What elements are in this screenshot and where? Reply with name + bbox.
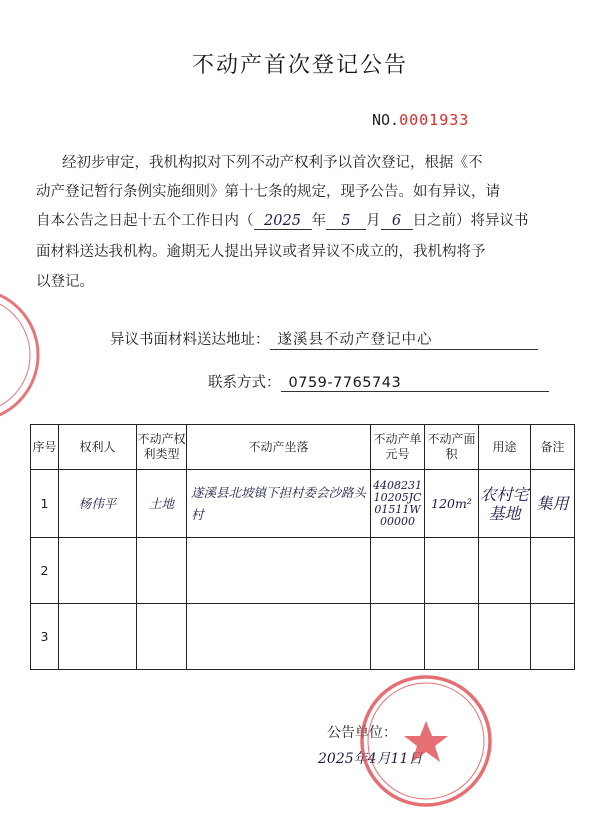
- contact-phone: 0759-7765743: [281, 375, 549, 392]
- header-right-type: 不动产权利类型: [137, 425, 187, 470]
- right-type: [137, 604, 187, 670]
- header-usage: 用途: [479, 425, 531, 470]
- property-location: [187, 604, 371, 670]
- registration-table: [30, 424, 575, 670]
- remark: 集用: [531, 470, 575, 538]
- notice-line-2: 动产登记暂行条例实施细则》第十七条的规定，现予公告。如有异议，请: [36, 184, 500, 200]
- table-row: [31, 538, 575, 604]
- rights-holder: 杨伟平: [59, 470, 137, 538]
- unit-number: [371, 604, 425, 670]
- contact: [208, 371, 549, 392]
- notice-line-3: [36, 209, 536, 230]
- property-location: [187, 538, 371, 604]
- partial-seal-left: [0, 285, 42, 425]
- header-remark: 备注: [531, 425, 575, 470]
- remark: [531, 604, 575, 670]
- right-type: [137, 538, 187, 604]
- table-row: [31, 604, 575, 670]
- document-number-digits: 0001933: [399, 111, 470, 129]
- objection-address-label: 异议书面材料送达地址：: [110, 332, 270, 348]
- property-area: [425, 604, 479, 670]
- page-title: 不动产首次登记公告: [191, 53, 408, 78]
- issue-date: 2025年4月11日: [318, 751, 423, 767]
- rights-holder: [59, 538, 137, 604]
- header-location: 不动产坐落: [187, 425, 371, 470]
- header-no: 序号: [31, 425, 59, 470]
- notice-line-3-start: 自本公告之日起十五个工作日内（: [36, 213, 254, 229]
- row-no: 2: [31, 538, 59, 604]
- table-header-row: [31, 425, 575, 470]
- property-area: 120m²: [425, 470, 479, 538]
- objection-address: [110, 328, 538, 350]
- row-no: 1: [31, 470, 59, 538]
- document-number: [372, 111, 469, 129]
- header-holder: 权利人: [59, 425, 137, 470]
- notice-line-3-end: 日之前）将异议书: [412, 213, 529, 229]
- deadline-month: 5: [326, 213, 366, 230]
- header-unit-no: 不动产单元号: [371, 425, 425, 470]
- property-area: [425, 538, 479, 604]
- unit-number: [371, 538, 425, 604]
- row-no: 3: [31, 604, 59, 670]
- property-usage: [479, 604, 531, 670]
- month-unit: 月: [366, 213, 381, 229]
- unit-number: 440823110205JC01511W00000: [371, 470, 425, 538]
- right-type: 土地: [137, 470, 187, 538]
- table-row: [31, 470, 575, 538]
- notice-line-1: 经初步审定，我机构拟对下列不动产权利予以首次登记，根据《不: [62, 155, 483, 171]
- deadline-year: 2025: [254, 213, 312, 230]
- objection-address-value: 遂溪县不动产登记中心: [270, 328, 538, 350]
- property-location: 遂溪县北坡镇下担村委会沙路头村: [187, 470, 371, 538]
- notice-line-5: 以登记。: [36, 274, 94, 290]
- notice-line-4: 面材料送达我机构。逾期无人提出异议或者异议不成立的，我机构将予: [36, 244, 486, 260]
- rights-holder: [59, 604, 137, 670]
- contact-label: 联系方式：: [208, 375, 281, 391]
- official-seal: [358, 673, 494, 809]
- property-usage: [479, 538, 531, 604]
- property-usage: 农村宅基地: [479, 470, 531, 538]
- issuer-label: 公告单位：: [327, 725, 397, 741]
- deadline-day: 6: [381, 213, 413, 230]
- document-number-prefix: NO.: [372, 111, 400, 129]
- year-unit: 年: [311, 213, 326, 229]
- header-area: 不动产面积: [425, 425, 479, 470]
- remark: [531, 538, 575, 604]
